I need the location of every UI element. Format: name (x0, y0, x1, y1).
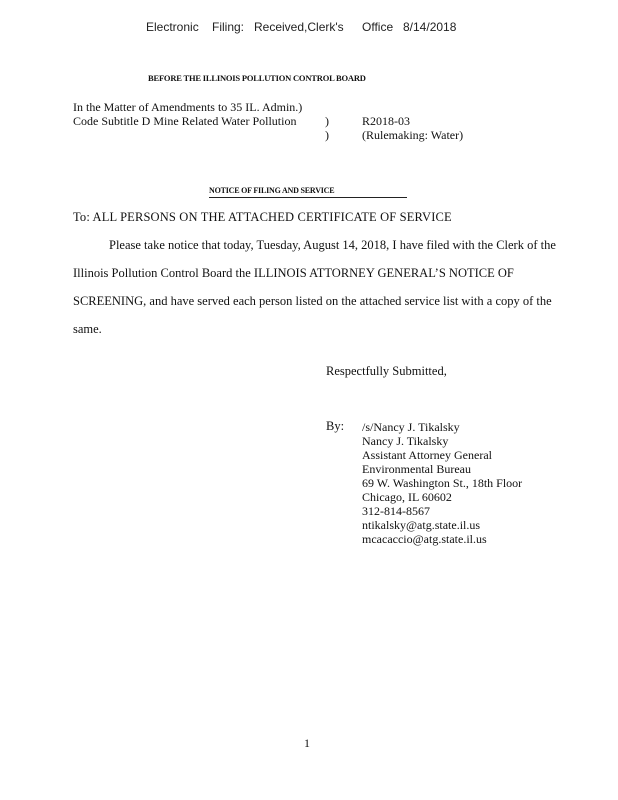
filing-stamp-date: 8/14/2018 (403, 20, 457, 34)
signer-bureau: Environmental Bureau (362, 462, 471, 476)
notice-title-underline (209, 197, 407, 198)
signer-name: Nancy J. Tikalsky (362, 434, 449, 448)
signature-line: /s/Nancy J. Tikalsky (362, 420, 460, 434)
rulemaking-label: (Rulemaking: Water) (362, 128, 464, 142)
case-number: R2018-03 (362, 114, 410, 128)
filing-stamp-office: Office (362, 20, 394, 34)
body-line-3: SCREENING, and have served each person listed on the attached service list with a copy of the (73, 294, 552, 308)
caption-paren-3: ) (325, 128, 329, 142)
page-number: 1 (304, 736, 310, 750)
caption-paren-2: ) (325, 114, 329, 128)
signer-city: Chicago, IL 60602 (362, 490, 452, 504)
filing-stamp-filing: Filing: (212, 20, 245, 34)
signer-email-2: mcacaccio@atg.state.il.us (362, 532, 487, 546)
closing: Respectfully Submitted, (326, 364, 447, 378)
signer-title: Assistant Attorney General (362, 448, 492, 462)
by-label: By: (326, 419, 345, 433)
board-heading: BEFORE THE ILLINOIS POLLUTION CONTROL BOARD (148, 73, 366, 83)
notice-title: NOTICE OF FILING AND SERVICE (209, 186, 335, 195)
signer-street: 69 W. Washington St., 18th Floor (362, 476, 523, 490)
signer-email-1: ntikalsky@atg.state.il.us (362, 518, 481, 532)
filing-stamp-received: Received,Clerk's (254, 20, 344, 34)
caption-line-1: In the Matter of Amendments to 35 IL. Admin.) (73, 100, 303, 114)
caption-line-2: Code Subtitle D Mine Related Water Pollution (73, 114, 297, 128)
body-line-4: same. (73, 322, 102, 336)
body-line-1: Please take notice that today, Tuesday, August 14, 2018, I have filed with the Clerk of the (109, 238, 556, 252)
body-line-2: Illinois Pollution Control Board the ILLINOIS ATTORNEY GENERAL’S NOTICE OF (73, 266, 514, 280)
filing-stamp-electronic: Electronic (146, 20, 199, 34)
to-line: To: ALL PERSONS ON THE ATTACHED CERTIFICATE OF SERVICE (73, 210, 452, 224)
signer-phone: 312-814-8567 (362, 504, 430, 518)
